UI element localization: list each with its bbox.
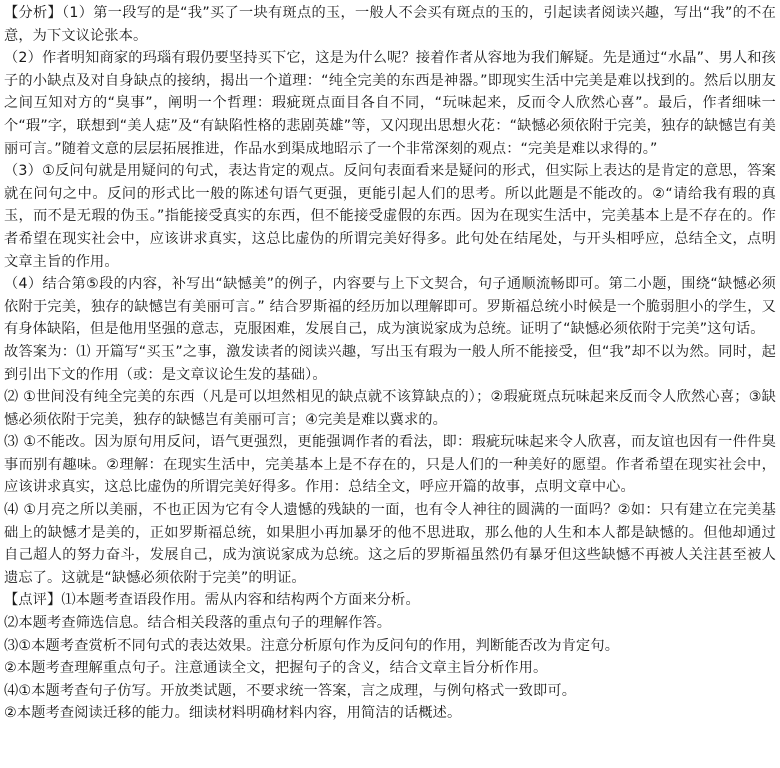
comment-1: 【点评】⑴本题考查语段作用。需从内容和结构两个方面来分析。 xyxy=(4,592,420,609)
answer-4: ⑷ ①月亮之所以美丽，不也正因为它有令人遗憾的残缺的一面，也有令人神往的圆满的一面吗？②如：只有建立在完美基础上的缺憾才是美的，正如罗斯福总统，如果胆小再加暴牙的他不思进取，那么他的人生和本人都是缺憾的。但他却通过自己超人的努力奋斗，发展自己，成为演说家成为总统。这之后的罗斯福虽然仍有暴牙但这些缺憾不再被人关注甚至被人遗忘了。这就是“缺憾必须依附于完美”的明证。 xyxy=(4,502,776,586)
comment-3: ⑶①本题考查赏析不同句式的表达效果。注意分析原句作为反问句的作用，判断能否改为肯定句。 xyxy=(4,637,620,654)
analysis-part-3: （3）①反问句就是用疑问的句式，表达肯定的观点。反问句表面看来是疑问的形式，但实际上表达的是肯定的意思，答案就在问句之中。反问的形式比一般的陈述句语气更强，更能引起人们的思考。所以此题是不能改的。②“请给我有瑕的真玉，而不是无瑕的伪玉。”指能接受真实的东西，但不能接受虚假的东西。因为在现实生活中，完美基本上是不存在的。作者希望在现实社会中，应该讲求真实，这总比虚伪的所谓完美好得多。此句处在结尾处，与开头相呼应，总结全文，点明文章主旨的作用。 xyxy=(4,163,776,270)
answer-3: ⑶ ①不能改。因为原句用反问，语气更强烈，更能强调作者的看法，即：瑕疵玩味起来令人欣喜，而友谊也因有一件件臭事而别有趣味。②理解：在现实生活中，完美基本上是不存在的，只是人们的一种美好的愿望。作者希望在现实社会中，应该讲求真实，这总比虚伪的所谓完美好得多。作用：总结全文，呼应开篇的故事，点明文章中心。 xyxy=(4,434,776,496)
answer-1: 故答案为：⑴ 开篇写“买玉”之事，激发读者的阅读兴趣，写出玉有瑕为一般人所不能接受，但“我”却不以为然。同时，起到引出下文的作用（或：是文章议论生发的基础）。 xyxy=(4,343,776,383)
analysis-part-1: 【分析】（1）第一段写的是“我”买了一块有斑点的玉，一般人不会买有斑点的玉的，引起读者阅读兴趣，写出“我”的不在意，为下文议论张本。 xyxy=(4,5,776,44)
analysis-part-2: （2）作者明知商家的玛瑙有瑕仍要坚持买下它，这是为什么呢？接着作者从容地为我们解疑。先是通过“水晶”、男人和孩子的小缺点及对自身缺点的接纳，揭出一个道理：“纯全完美的东西是神器。”即现实生活中完美是难以找到的。然后以朋友之间互知对方的“臭事”，阐明一个哲理：瑕疵斑点面目各自不同，“玩味起来，反而令人欣然心喜”。最后，作者细味一个“瑕”字，联想到“美人痣”及“有缺陷性格的悲剧英雄”等，又闪现出思想火花：“缺憾必须依附于完美，独存的缺憾岂有美丽可言。”随着文意的层层拓展推进，作品水到渠成地昭示了一个非常深刻的观点：“完美是难以求得的。” xyxy=(4,50,776,157)
analysis-part-4: （4）结合第⑤段的内容，补写出“缺憾美”的例子，内容要与上下文契合，句子通顺流畅即可。第二小题，围绕“缺憾必须依附于完美，独存的缺憾岂有美丽可言。” 结合罗斯福的经历加以理解即可。罗斯福总统小时候是一个脆弱胆小的学生，又有身体缺陷，但是他用坚强的意志，克服困难，发展自己，成为演说家成为总统。证明了“缺憾必须依附于完美”这句话。 xyxy=(4,276,776,338)
comment-4: ②本题考查理解重点句子。注意通读全文，把握句子的含义，结合文章主旨分析作用。 xyxy=(4,660,548,677)
comment-6: ②本题考查阅读迁移的能力。细读材料明确材料内容，用简洁的话概述。 xyxy=(4,705,462,722)
comment-5: ⑷①本题考查句子仿写。开放类试题，不要求统一答案，言之成理，与例句格式一致即可。 xyxy=(4,682,577,699)
answer-2: ⑵ ①世间没有纯全完美的东西（凡是可以坦然相见的缺点就不该算缺点的）；②瑕疵斑点玩味起来反而令人欣然心喜；③缺憾必须依附于完美，独存的缺憾岂有美丽可言；④完美是难以冀求的。 xyxy=(4,389,776,428)
comment-2: ⑵本题考查筛选信息。结合相关段落的重点句子的理解作答。 xyxy=(4,615,392,632)
